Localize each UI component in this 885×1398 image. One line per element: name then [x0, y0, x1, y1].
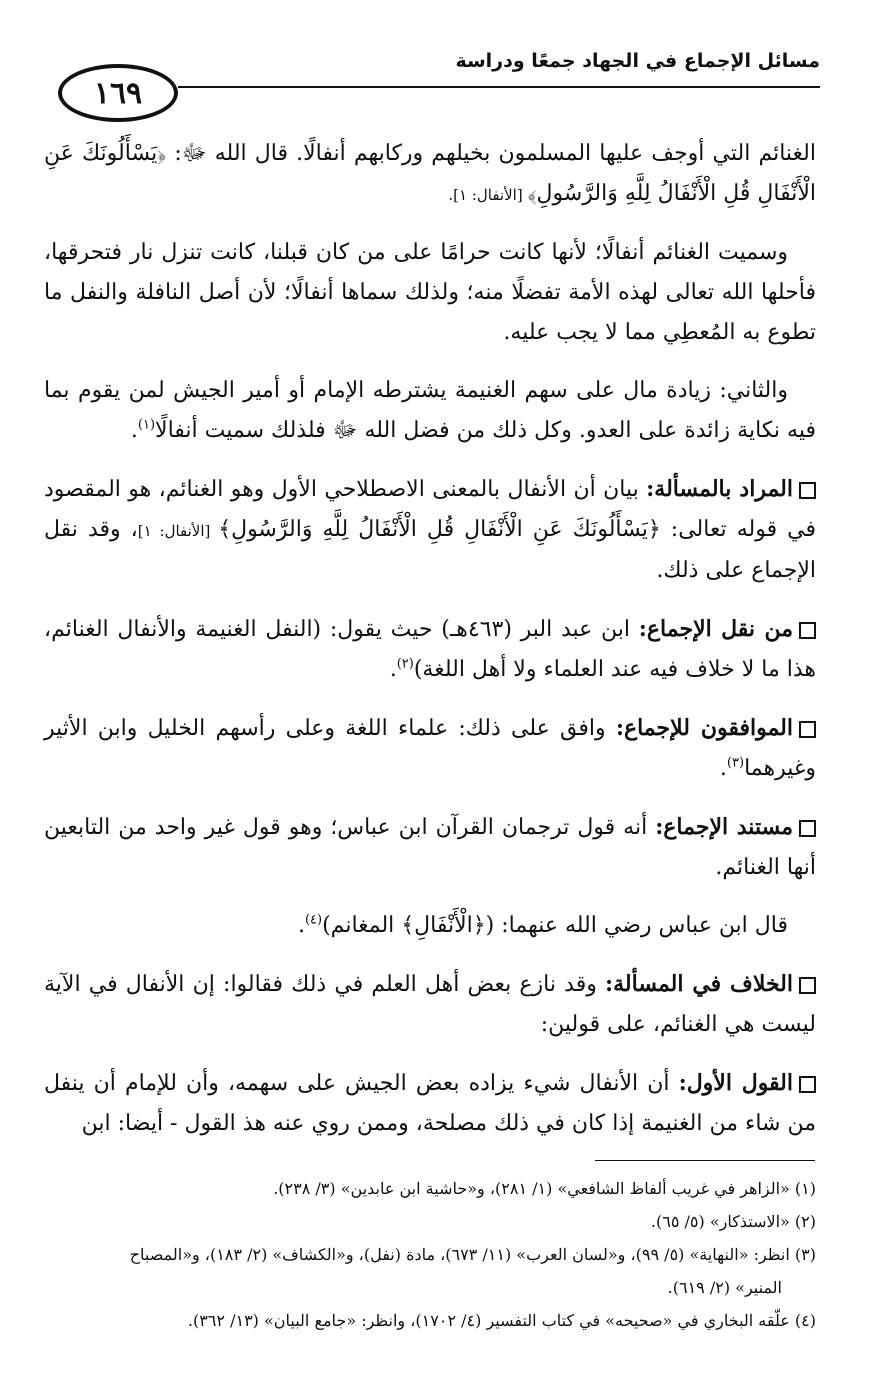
- paragraph-9: [44, 964, 816, 1045]
- square-bullet-icon: [799, 721, 816, 738]
- paragraph-text: وقد نازع بعض أهل العلم في ذلك فقالوا: إن الأنفال في الآية ليست هي الغنائم، على قولين:: [44, 972, 816, 1037]
- footnote-1: (١) «الزاهر في غريب ألفاظ الشافعي» (١/ ٢٨١)، و«حاشية ابن عابدين» (٣/ ٢٣٨).: [273, 1179, 816, 1198]
- paragraph-text: بيان أن الأنفال بالمعنى الاصطلاحي الأول وهو الغنائم، هو المقصود في قوله تعالى:: [44, 477, 816, 542]
- square-bullet-icon: [799, 622, 816, 639]
- paragraph-3: والثاني: زيادة مال على سهم الغنيمة يشترطه الإمام أو أمير الجيش لمن يقوم بما فيه نكاية زائدة على العدو. وكل ذلك من فضل الله ﷻ فلذلك سميت أنفالًا$^{(١)}$.: [44, 378, 816, 443]
- page-header: [40, 42, 820, 122]
- paragraph-text: الغنائم التي أوجف عليها المسلمون بخيلهم وركابهم أنفالًا. قال الله ﷻ:: [166, 141, 816, 166]
- paragraph-7: [44, 807, 816, 888]
- footnote-marker: (٤): [304, 912, 323, 928]
- footnote-marker: (٣): [726, 755, 745, 771]
- footnote-marker: (٢): [396, 656, 414, 672]
- paragraph-text: وافق على ذلك: علماء اللغة وعلى رأسهم الخليل وابن الأثير وغيرهما: [44, 716, 816, 781]
- square-bullet-icon: [799, 977, 816, 994]
- section-lead: المراد بالمسألة:: [646, 476, 794, 502]
- section-lead: من نقل الإجماع:: [638, 616, 793, 642]
- section-lead: مستند الإجماع:: [655, 814, 793, 840]
- paragraph-8: قال ابن عباس رضي الله عنهما: (﴿الْأَنْفَالِ﴾ المغانم)$^{(٤)}$.: [297, 912, 788, 938]
- paragraph-text: أن الأنفال شيء يزاده بعض الجيش على سهمه، وأن للإمام أن ينفل من شاء من الغنيمة إذا كان في ذلك مصلحة، وممن روي عنه هذ القول - أيضا: ابن: [44, 1071, 816, 1136]
- page-number: ١٦٩: [58, 64, 178, 122]
- footnote-2: (٢) «الاستذكار» (٥/ ٦٥).: [650, 1212, 816, 1231]
- paragraph-text: قال ابن عباس رضي الله عنهما: (﴿الْأَنْفَالِ﴾ المغانم): [322, 913, 788, 938]
- footnote-3: (٣) انظر: «النهاية» (٥/ ٩٩)، و«لسان العرب» (١١/ ٦٧٣)، مادة (نفل)، و«الكشاف» (٢/ ١٨٣)، و«المصباح: [129, 1245, 816, 1264]
- running-title: مسائل الإجماع في الجهاد جمعًا ودراسة: [455, 50, 820, 72]
- square-bullet-icon: [799, 482, 816, 499]
- paragraph-10: [44, 1063, 816, 1144]
- section-lead: القول الأول:: [678, 1070, 794, 1096]
- paragraph-4: [44, 469, 816, 591]
- footnote-3-continued: المنير» (٢/ ٦١٩).: [667, 1278, 782, 1297]
- paragraph-text: ابن عبد البر (٤٦٣هـ) حيث يقول: (النفل الغنيمة والأنفال الغنائم، هذا ما لا خلاف فيه عند العلماء ولا أهل اللغة): [44, 617, 816, 682]
- section-lead: الخلاف في المسألة:: [605, 971, 793, 997]
- footnote-4: (٤) علّقه البخاري في «صحيحه» في كتاب التفسير (٤/ ١٧٠٢)، وانظر: «جامع البيان» (١٣/ ٣٦٢).: [187, 1311, 816, 1330]
- paragraph-text: والثاني: زيادة مال على سهم الغنيمة يشترطه الإمام أو أمير الجيش لمن يقوم بما فيه نكاية زائدة على العدو. وكل ذلك من فضل الله ﷻ فلذلك سميت أنفالًا: [44, 378, 816, 443]
- section-lead: الموافقون للإجماع:: [615, 715, 793, 741]
- paragraph-1: [44, 134, 816, 215]
- footnote-marker: (١): [137, 417, 156, 433]
- paragraph-6: الموافقون للإجماع: وافق على ذلك: علماء اللغة وعلى رأسهم الخليل وابن الأثير وغيرهما$^{(٣)}$.: [44, 715, 816, 781]
- paragraph-text: ، وقد نقل الإجماع على ذلك.: [44, 517, 816, 583]
- main-text: [44, 134, 816, 1162]
- footnotes: [44, 1172, 816, 1337]
- paragraph-5: من نقل الإجماع: ابن عبد البر (٤٦٣هـ) حيث يقول: (النفل الغنيمة والأنفال الغنائم، هذا ما لا خلاف فيه عند العلماء ولا أهل اللغة)$^{(٢)}$.: [44, 616, 816, 682]
- paragraph-text: أنه قول ترجمان القرآن ابن عباس؛ وهو قول غير واحد من التابعين أنها الغنائم.: [44, 815, 816, 880]
- header-rule: [178, 86, 820, 88]
- verse-reference: [الأنفال: ١]: [137, 522, 219, 540]
- paragraph-2: وسميت الغنائم أنفالًا؛ لأنها كانت حرامًا على من كان قبلنا، كانت تنزل نار فتحرقها، فأحلها الله تعالى لهذه الأمة تفضلًا منه؛ ولذلك سماها أنفالًا؛ لأن أصل النافلة والنفل ما تطوع به المُعطِي مما لا يجب عليه.: [44, 240, 816, 345]
- square-bullet-icon: [799, 1076, 816, 1093]
- square-bullet-icon: [799, 820, 816, 837]
- quran-verse: ﴿يَسْأَلُونَكَ عَنِ الْأَنْفَالِ قُلِ الْأَنْفَالُ لِلَّهِ وَالرَّسُولِ﴾: [218, 517, 661, 542]
- footnote-separator: [595, 1160, 815, 1161]
- verse-reference: [الأنفال: ١].: [448, 186, 528, 204]
- quran-verse: ﴿يَسْأَلُونَكَ عَنِ الْأَنْفَالِ قُلِ الْأَنْفَالُ لِلَّهِ وَالرَّسُولِ﴾: [44, 141, 816, 206]
